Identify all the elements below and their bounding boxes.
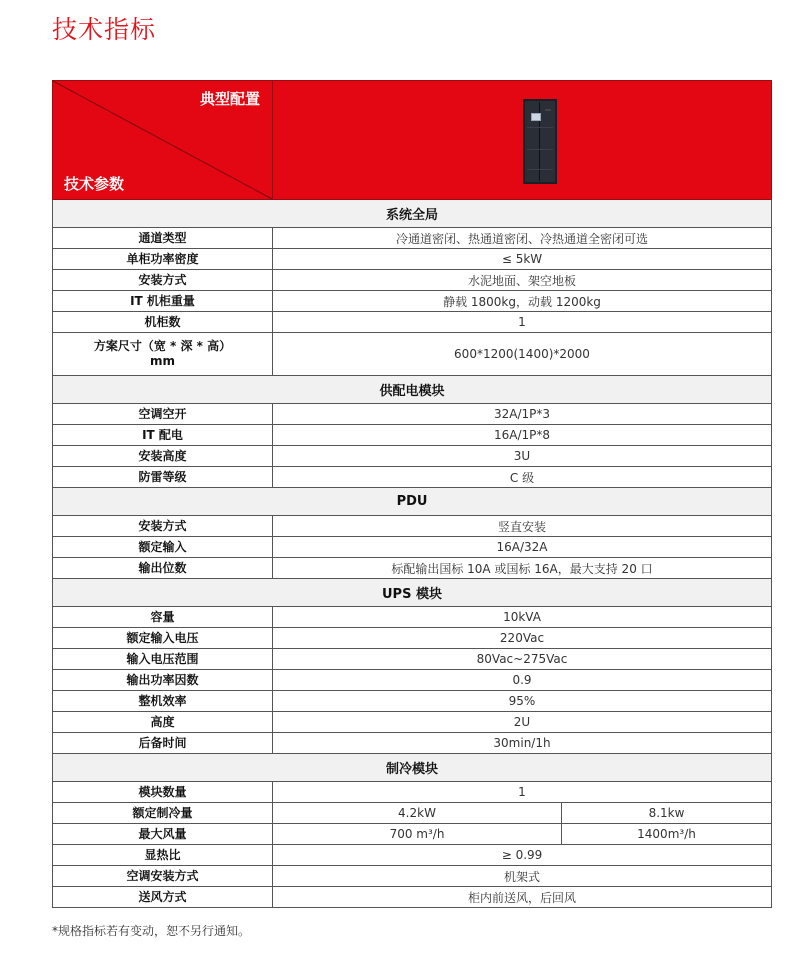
param-label: 单柜功率密度 [126,251,199,266]
param-value: 3U [513,449,531,463]
table-header [52,80,772,200]
table-row [52,691,772,712]
param-value: 水泥地面、架空地板 [467,273,576,288]
table-row [52,824,772,845]
param-label-cell [53,670,273,690]
spec-table [52,80,772,908]
param-label-cell [53,333,273,375]
param-label: 空调安装方式 [126,868,199,883]
cabinet-image [523,99,557,184]
param-label: 额定输入电压 [126,630,199,645]
header-params-label: 技术参数 [64,175,125,193]
table-row [52,270,772,291]
param-value: 标配输出国标 10A 或国标 16A，最大支持 20 口 [391,561,653,576]
param-value: 220Vac [499,631,545,645]
param-label: 安装方式 [138,518,187,533]
param-label: 安装方式 [138,272,187,287]
table-row [52,446,772,467]
param-label: 后备时间 [138,735,187,750]
footnote: *规格指标若有变动，恕不另行通知。 [52,924,251,938]
param-value: 16A/32A [496,540,548,554]
param-value: 柜内前送风，后回风 [467,890,576,905]
param-label-cell [53,866,273,886]
param-label-cell [53,446,273,466]
table-row [52,333,772,376]
table-row [52,782,772,803]
param-label-cell [53,845,273,865]
param-value: 1 [518,785,526,799]
param-label: IT 机柜重量 [130,293,195,308]
param-label: 机柜数 [144,314,181,329]
param-label-cell [53,887,273,907]
param-value: 机架式 [503,869,540,884]
param-label: 容量 [150,609,175,624]
section-header: 系统全局 [52,200,772,228]
param-label-cell [53,270,273,290]
section-header: 制冷模块 [52,754,772,782]
param-label: IT 配电 [142,427,183,442]
table-row [52,670,772,691]
table-row [52,404,772,425]
param-label-cell [53,537,273,557]
param-label: 模块数量 [138,784,187,799]
table-row [52,887,772,908]
param-label: 防雷等级 [138,469,187,484]
param-value: C 级 [509,470,535,485]
header-config-label: 典型配置 [199,90,260,108]
param-label: 方案尺寸（宽 * 深 * 高） [93,339,232,353]
param-value: 16A/1P*8 [493,428,551,442]
param-value: 竖直安装 [497,519,546,534]
table-row [52,733,772,754]
table-row [52,628,772,649]
param-value: 4.2kW [273,803,562,823]
param-label: 输出功率因数 [126,672,199,687]
table-row [52,228,772,249]
param-value: ≤ 5kW [501,252,543,266]
param-label-cell [53,628,273,648]
table-row [52,712,772,733]
table-row [52,516,772,537]
table-row [52,845,772,866]
param-label: 输入电压范围 [126,651,199,666]
page-title: 技术指标 [52,15,157,44]
param-label-cell [53,558,273,578]
param-label: 高度 [150,714,175,729]
param-label-cell [53,782,273,802]
spec-sections [52,200,772,908]
param-value: 2U [513,715,531,729]
param-value: 600*1200(1400)*2000 [454,347,590,361]
param-label: 最大风量 [138,826,187,841]
param-value-alt: 1400m³/h [637,827,696,841]
table-row [52,558,772,579]
param-label-cell [53,824,273,844]
table-row [52,291,772,312]
param-label: 显热比 [144,847,181,862]
param-value-alt: 8.1kw [648,806,685,820]
param-label: 安装高度 [138,448,187,463]
param-label-cell [53,425,273,445]
table-row [52,537,772,558]
param-label: 整机效率 [138,693,187,708]
param-value: 0.9 [512,673,532,687]
param-label-cell [53,803,273,823]
param-label-cell [53,691,273,711]
param-value: 30min/1h [493,736,551,750]
section-header: UPS 模块 [52,579,772,607]
param-value: 静载 1800kg，动载 1200kg [443,294,601,309]
param-value: ≥ 0.99 [501,848,543,862]
table-row [52,425,772,446]
table-row [52,866,772,887]
param-label: 额定制冷量 [132,805,193,820]
table-row [52,803,772,824]
param-value: 10kVA [503,610,541,624]
table-row [52,249,772,270]
table-row [52,312,772,333]
header-corner-cell [53,81,273,199]
table-row [52,607,772,628]
param-label-cell [53,607,273,627]
param-label-cell [53,249,273,269]
param-label: 额定输入 [138,539,187,554]
param-label-unit: mm [149,354,175,368]
param-label: 输出位数 [138,560,187,575]
param-label-cell [53,228,273,248]
param-value: 冷通道密闭、热通道密闭、冷热通道全密闭可选 [395,231,648,246]
param-label-cell [53,516,273,536]
param-value: 1 [518,315,526,329]
param-label-cell [53,649,273,669]
param-label-cell [53,467,273,487]
param-value: 80Vac~275Vac [476,652,568,666]
section-header: 供配电模块 [52,376,772,404]
param-label: 空调空开 [138,406,187,421]
param-value: 700 m³/h [273,824,562,844]
param-label-cell [53,404,273,424]
param-label-cell [53,712,273,732]
table-row [52,649,772,670]
section-header: PDU [52,488,772,516]
param-value: 32A/1P*3 [493,407,551,421]
param-label-cell [53,312,273,332]
param-label: 通道类型 [138,230,187,245]
param-label-cell [53,291,273,311]
table-row [52,467,772,488]
param-label-cell [53,733,273,753]
param-label: 送风方式 [138,889,187,904]
param-value: 95% [508,694,536,708]
